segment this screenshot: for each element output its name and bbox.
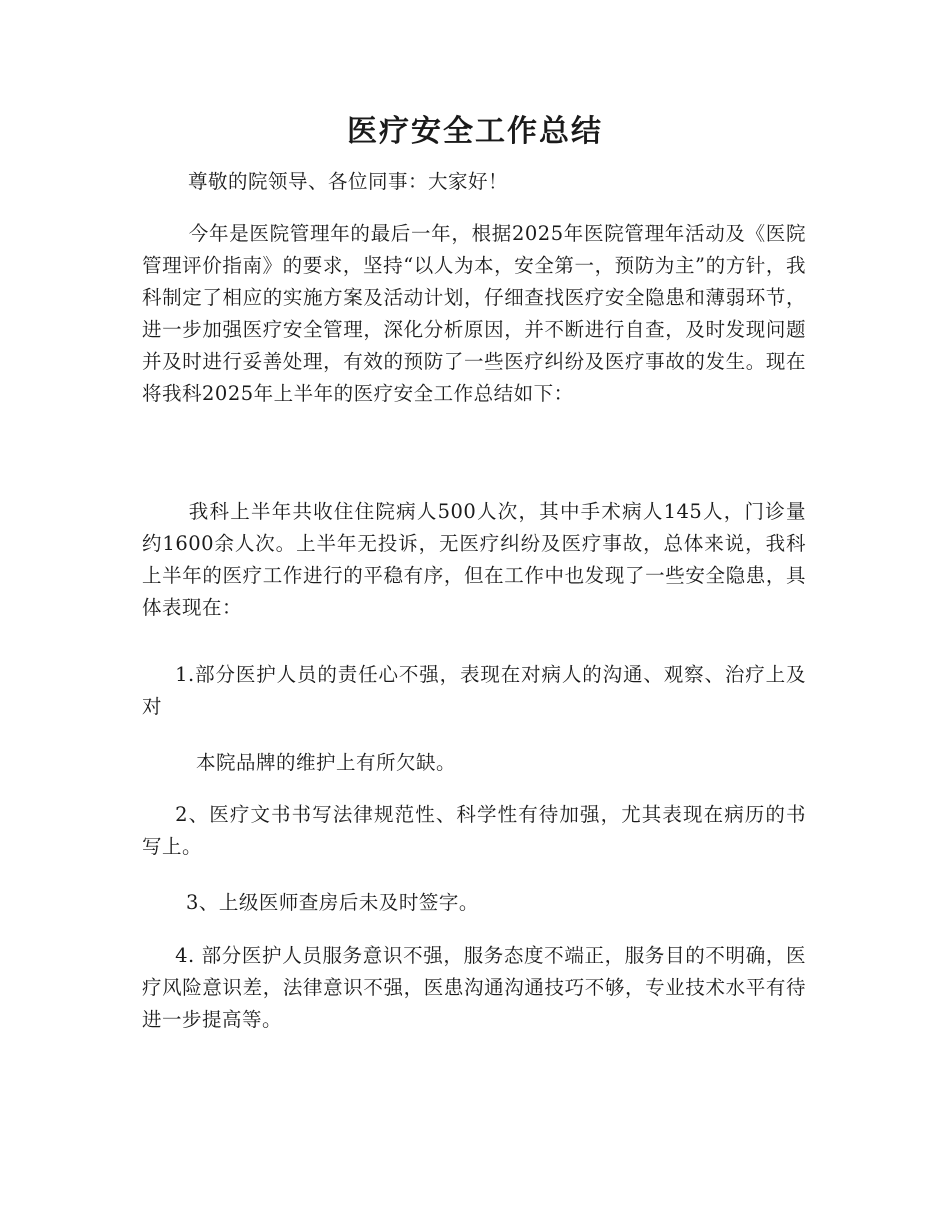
document-title: 医疗安全工作总结 [347,114,603,149]
issue-item-4: 4. 部分医护人员服务意识不强，服务态度不端正，服务目的不明确，医疗风险意识差，法律意识不强，医患沟通沟通技巧不够，专业技术水平有待进一步提高等。 [142,944,806,1031]
greeting-paragraph: 尊敬的院领导、各位同事：大家好！ [188,170,509,193]
issue-item-1: 1.部分医护人员的责任心不强，表现在对病人的沟通、观察、治疗上及对 [142,663,806,718]
issue-item-3: 3、上级医师查房后未及时签字。 [186,891,479,914]
issue-item-2: 2、医疗文书书写法律规范性、科学性有待加强，尤其表现在病历的书写上。 [142,803,806,858]
intro-paragraph: 今年是医院管理年的最后一年，根据2025年医院管理年活动及《医院管理评价指南》的要求，坚持“以人为本，安全第一，预防为主”的方针，我科制定了相应的实施方案及活动计划，仔细查找医疗安全隐患和薄弱环节，进一步加强医疗安全管理，深化分析原因，并不断进行自查，及时发现问题并及时进行妥善处理，有效的预防了一些医疗纠纷及医疗事故的发生。现在将我科2025年上半年的医疗安全工作总结如下： [142,222,806,405]
issue-item-1-continuation: 本院品牌的维护上有所欠缺。 [196,751,457,774]
statistics-paragraph: 我科上半年共收住住院病人500人次，其中手术病人145人，门诊量约1600余人次。上半年无投诉，无医疗纠纷及医疗事故，总体来说，我科上半年的医疗工作进行的平稳有序，但在工作中也发现了一些安全隐患，具体表现在： [142,500,806,619]
